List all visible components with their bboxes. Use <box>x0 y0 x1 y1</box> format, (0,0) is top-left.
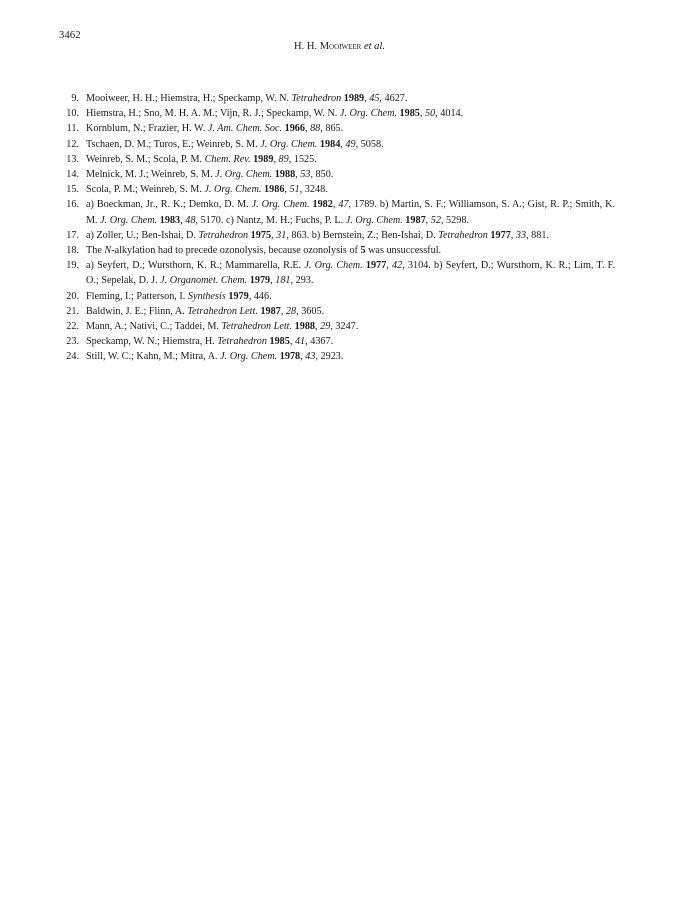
reference-segment: a) Zoller, U.; Ben-Ishai, D. <box>86 229 199 241</box>
reference-text <box>86 121 615 136</box>
reference-segment: Tetrahedron <box>198 229 249 241</box>
reference-segment: 1985 <box>269 336 290 348</box>
reference-segment: was unsuccessful. <box>365 245 442 257</box>
reference-number: 14. <box>66 169 79 181</box>
reference-text <box>86 304 615 319</box>
reference-item <box>59 137 615 152</box>
reference-item <box>59 152 615 167</box>
reference-segment: , <box>273 153 279 165</box>
reference-segment: 1985 <box>399 108 420 120</box>
reference-item <box>59 319 615 334</box>
reference-text <box>86 137 615 152</box>
reference-number: 9. <box>71 93 79 104</box>
reference-segment: a) Boeckman, Jr., R. K.; Demko, D. M. <box>86 199 252 211</box>
reference-item <box>59 167 615 182</box>
reference-segment: J. Org. Chem. <box>204 184 262 196</box>
reference-segment: Weinreb, S. M.; Scola, P. M. <box>86 153 205 165</box>
reference-segment: , 881. <box>526 229 549 241</box>
reference-segment: , <box>289 336 295 348</box>
reference-segment: 52 <box>430 214 441 226</box>
reference-segment: , <box>280 305 286 317</box>
reference-segment: , <box>425 214 431 226</box>
reference-segment: Tetrahedron <box>438 229 488 241</box>
reference-segment: 1984 <box>319 138 341 150</box>
reference-segment: 1988 <box>274 169 296 181</box>
reference-segment: Tschaen, D. M.; Turos, E.; Weinreb, S. M. <box>86 138 261 150</box>
reference-item <box>59 258 615 288</box>
reference-segment: 28 <box>285 305 297 317</box>
reference-segment: , <box>304 123 311 135</box>
reference-segment: , 3104. b) Seyfert, D.; Wursthorn, K. R.; Lim, T. F. O.; Sepelak, D. J. <box>86 260 616 287</box>
reference-segment: , 1525. <box>288 153 317 165</box>
reference-segment: , 865. <box>320 123 344 135</box>
reference-segment: , 3248. <box>299 184 328 196</box>
reference-number: 16. <box>66 199 79 211</box>
reference-segment: Mann, A.; Nativi, C.; Taddei, M. <box>86 321 222 333</box>
reference-item <box>59 289 615 304</box>
reference-text <box>86 289 615 304</box>
reference-segment: Fleming, I.; Patterson, I. <box>86 290 188 302</box>
reference-segment: , <box>332 199 339 211</box>
reference-text <box>86 319 615 334</box>
reference-segment: 1987 <box>260 305 281 317</box>
reference-segment: , <box>510 229 516 241</box>
reference-segment: 1975 <box>250 229 272 241</box>
reference-segment: Speckamp, W. N.; Hiemstra, H. <box>86 336 218 348</box>
reference-number: 18. <box>66 245 79 257</box>
reference-segment: , <box>271 229 277 241</box>
reference-segment: , <box>300 351 306 363</box>
reference-item <box>59 228 615 243</box>
reference-segment: , <box>386 260 393 272</box>
reference-segment: Tetrahedron Lett. <box>187 305 258 317</box>
reference-segment: Tetrahedron <box>217 336 267 348</box>
reference-text <box>86 106 615 121</box>
reference-number: 20. <box>66 290 79 302</box>
reference-text <box>86 152 615 167</box>
reference-text <box>86 243 615 258</box>
reference-text <box>86 197 615 227</box>
reference-segment: 89 <box>278 153 289 165</box>
reference-segment: , <box>270 275 276 287</box>
reference-item <box>59 197 615 227</box>
reference-segment: , <box>419 108 425 120</box>
reference-item <box>59 121 615 136</box>
reference-segment: 1977 <box>365 260 387 272</box>
reference-segment: 5 <box>360 245 366 257</box>
reference-segment: 1986 <box>264 184 285 196</box>
reference-segment: , <box>284 184 290 196</box>
reference-segment: , 4367. <box>305 336 334 348</box>
reference-item <box>59 182 615 197</box>
reference-text <box>86 258 615 288</box>
reference-segment: , 3605. <box>296 305 325 317</box>
reference-text <box>86 91 615 106</box>
reference-segment: 1989 <box>343 93 365 104</box>
reference-number: 11. <box>66 123 79 135</box>
reference-segment: 1988 <box>294 321 315 333</box>
reference-text <box>86 167 615 182</box>
reference-segment: 43 <box>305 351 316 363</box>
reference-segment: N <box>104 245 112 257</box>
reference-segment: J. Org. Chem. <box>260 138 318 150</box>
reference-segment: J. Org. Chem. <box>100 214 158 226</box>
reference-segment: The <box>86 245 105 257</box>
reference-segment: , 863. b) Bernstein, Z.; Ben-Ishai, D. <box>286 229 439 241</box>
reference-segment: 29 <box>320 321 331 333</box>
reference-segment: J. Org. Chem. <box>345 214 403 226</box>
reference-number: 12. <box>66 138 79 150</box>
reference-item <box>59 334 615 349</box>
reference-item <box>59 106 615 121</box>
reference-segment: 1966 <box>284 123 305 135</box>
running-head <box>0 41 679 52</box>
reference-segment: Melnick, M. J.; Weinreb, S. M. <box>86 169 216 181</box>
running-head-etal: et al. <box>363 41 385 52</box>
reference-item <box>59 304 615 319</box>
reference-segment: , <box>180 214 186 226</box>
reference-segment: Kornblum, N.; Frazier, H. W. <box>86 123 208 135</box>
reference-segment: Scola, P. M.; Weinreb, S. M. <box>86 184 205 196</box>
reference-segment: 50 <box>424 108 436 120</box>
reference-item <box>59 91 615 106</box>
reference-segment: 49 <box>345 138 356 150</box>
reference-segment: , 5298. <box>440 214 469 226</box>
reference-segment: 48 <box>185 214 196 226</box>
reference-segment: 1977 <box>490 229 511 241</box>
reference-text <box>86 228 615 243</box>
reference-segment: 88 <box>310 123 321 135</box>
reference-segment: , <box>315 321 321 333</box>
reference-segment: J. Org. Chem. <box>304 260 363 272</box>
reference-segment: , 293. <box>290 275 314 287</box>
reference-segment: a) Seyfert, D.; Wursthorn, K. R.; Mammarella, R.E. <box>86 260 305 272</box>
reference-segment: , 5058. <box>355 138 384 150</box>
reference-segment: J. Organomet. Chem. <box>160 275 248 287</box>
reference-segment: J. Org. Chem. <box>339 108 397 120</box>
reference-number: 19. <box>66 260 79 272</box>
reference-segment: 45 <box>369 93 380 104</box>
reference-segment: 1983 <box>159 214 181 226</box>
reference-segment: 51 <box>289 184 300 196</box>
reference-segment: , <box>340 138 346 150</box>
reference-segment: Synthesis <box>187 290 226 302</box>
reference-segment: 33 <box>515 229 527 241</box>
reference-number: 13. <box>66 153 79 165</box>
reference-segment: , 1789. b) Martin, S. F.; Williamson, S. A.; Gist, R. P.; Smith, K. M. <box>86 199 616 226</box>
reference-number: 21. <box>66 305 79 317</box>
reference-segment: 1979 <box>249 275 271 287</box>
reference-list <box>59 91 615 365</box>
reference-segment: 42 <box>392 260 403 272</box>
reference-segment: J. Org. Chem. <box>215 169 273 181</box>
reference-number: 15. <box>66 184 79 196</box>
reference-segment: J. Org. Chem. <box>251 199 310 211</box>
reference-item <box>59 349 615 364</box>
reference-segment: Baldwin, J. E.; Flinn, A. <box>86 305 188 317</box>
reference-segment: Mooiweer, H. H.; Hiemstra, H.; Speckamp, W. N. <box>86 93 292 104</box>
running-head-authors: H. H. Mooiweer <box>294 41 362 52</box>
reference-number: 23. <box>66 336 79 348</box>
reference-segment: , 446. <box>248 290 272 302</box>
reference-segment: 31 <box>276 229 287 241</box>
reference-segment: J. Org. Chem. <box>220 351 278 363</box>
reference-number: 17. <box>66 229 79 241</box>
reference-segment: , 4627. <box>379 93 408 104</box>
reference-segment: Chem. Rev. <box>204 153 251 165</box>
reference-segment: -alkylation had to precede ozonolysis, because ozonolysis of <box>111 245 361 257</box>
reference-segment: 41 <box>294 336 306 348</box>
page-number: 3462 <box>59 30 81 41</box>
reference-segment: Tetrahedron <box>291 93 342 104</box>
reference-segment: 1978 <box>279 351 301 363</box>
reference-item <box>59 243 615 258</box>
reference-segment: 47 <box>338 199 349 211</box>
reference-segment: , 850. <box>310 169 334 181</box>
reference-segment: Tetrahedron Lett. <box>221 321 293 333</box>
reference-segment: Hiemstra, H.; Sno, M. H. A. M.; Vijn, R. J.; Speckamp, W. N. <box>86 108 340 120</box>
reference-segment: , 5170. c) Nantz, M. H.; Fuchs, P. L. <box>195 214 346 226</box>
reference-segment: , <box>295 169 301 181</box>
reference-number: 22. <box>66 321 79 333</box>
reference-number: 10. <box>66 108 79 120</box>
reference-number: 24. <box>66 351 79 363</box>
reference-segment: 1979 <box>228 290 249 302</box>
reference-segment: 1987 <box>405 214 426 226</box>
reference-segment: Still, W. C.; Kahn, M.; Mitra, A. <box>86 351 221 363</box>
reference-segment: 1989 <box>253 153 274 165</box>
reference-segment: 53 <box>300 169 311 181</box>
reference-segment: , <box>364 93 370 104</box>
reference-segment: 181 <box>275 275 291 287</box>
reference-segment: , 3247. <box>330 321 359 333</box>
reference-segment: , 2923. <box>315 351 344 363</box>
reference-segment: 1982 <box>312 199 333 211</box>
reference-segment: J. Am. Chem. Soc. <box>207 123 283 135</box>
reference-text <box>86 182 615 197</box>
reference-text <box>86 349 615 364</box>
reference-text <box>86 334 615 349</box>
reference-segment: , 4014. <box>435 108 464 120</box>
